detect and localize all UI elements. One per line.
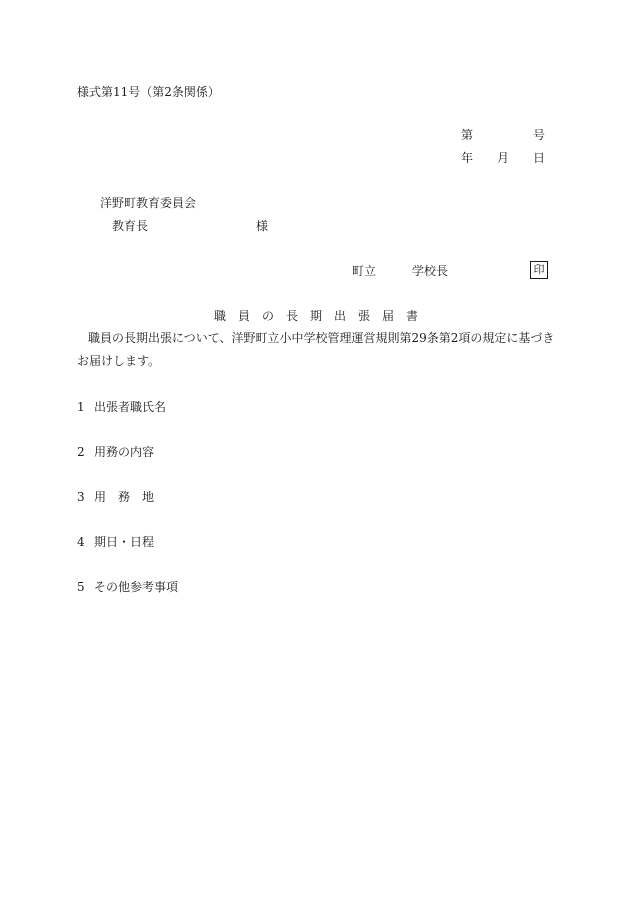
seal-stamp-box: 印 <box>530 261 548 279</box>
list-item-label: 用務の内容 <box>94 445 155 459</box>
list-item <box>77 490 154 504</box>
document-number-suffix: 号 <box>533 128 546 142</box>
list-item-label: 期日・日程 <box>94 535 155 549</box>
date-month-label: 月 <box>497 151 510 165</box>
list-item-number: 2 <box>77 445 85 459</box>
addressee-honorific: 様 <box>256 219 269 233</box>
body-text-line-1: 職員の長期出張について、洋野町立小中学校管理運営規則第29条第2項の規定に基づき <box>88 331 555 345</box>
list-item-number: 4 <box>77 535 85 549</box>
date-day-label: 日 <box>533 151 546 165</box>
sender-title: 学校長 <box>412 264 449 278</box>
list-item <box>77 580 178 594</box>
list-item <box>77 400 166 414</box>
addressee-organization: 洋野町教育委員会 <box>100 196 197 210</box>
list-item-label: その他参考事項 <box>94 580 179 594</box>
list-item <box>77 535 154 549</box>
addressee-title: 教育長 <box>112 219 149 233</box>
form-number: 様式第11号（第2条関係） <box>77 85 220 99</box>
list-item-number: 5 <box>77 580 85 594</box>
list-item-label: 用 務 地 <box>94 490 155 504</box>
date-year-label: 年 <box>461 151 474 165</box>
document-title: 職 員 の 長 期 出 張 届 書 <box>214 309 419 323</box>
body-text-line-2: お届けします。 <box>77 354 161 368</box>
list-item-number: 3 <box>77 490 85 504</box>
list-item <box>77 445 154 459</box>
list-item-label: 出張者職氏名 <box>94 400 167 414</box>
list-item-number: 1 <box>77 400 85 414</box>
document-number-label: 第 <box>461 128 474 142</box>
sender-town-label: 町立 <box>352 264 377 278</box>
